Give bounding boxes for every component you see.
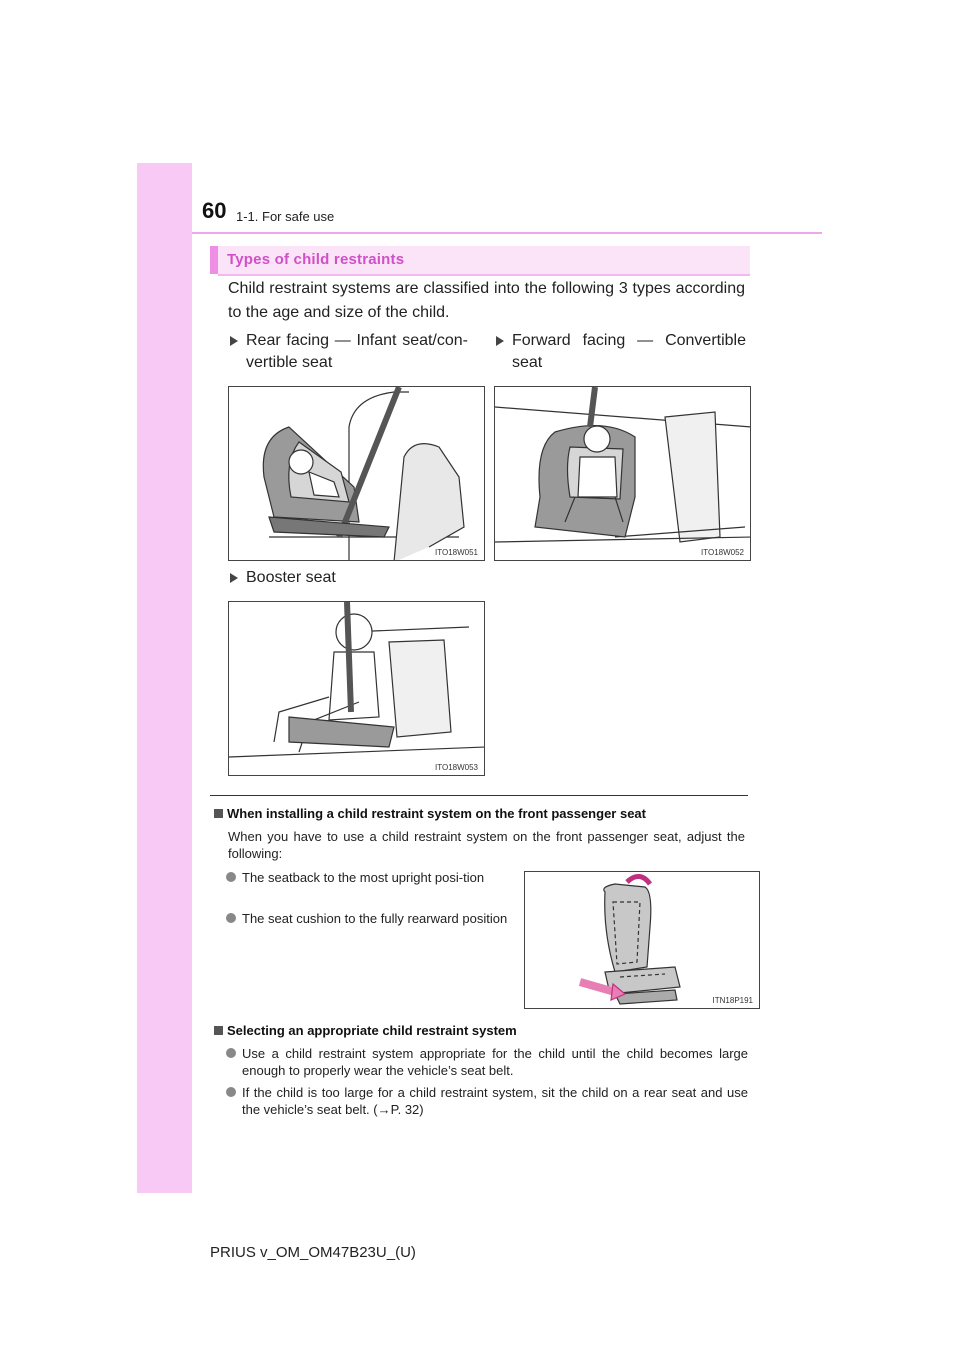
front-passenger-bullet: The seatback to the most upright posi-tion xyxy=(226,869,514,886)
image-code: ITN18P191 xyxy=(712,996,753,1005)
image-code: ITO18W052 xyxy=(701,548,744,557)
type-label: Rear facing — Infant seat/con-vertible seat xyxy=(246,332,468,371)
selecting-bullet: Use a child restraint system appropriate for the child until the child becomes large enough to properly wear the vehicle’s seat belt. xyxy=(226,1045,748,1079)
intro-paragraph: Child restraint systems are classified into the following 3 types according to the age and size of the child. xyxy=(228,280,745,321)
type-rear-facing xyxy=(230,330,468,374)
circle-bullet-icon xyxy=(226,872,236,882)
circle-bullet-icon xyxy=(226,1087,236,1097)
circle-bullet-icon xyxy=(226,1048,236,1058)
page-number: 60 xyxy=(202,198,227,223)
image-code: ITO18W051 xyxy=(435,548,478,557)
footer-code: PRIUS v_OM_OM47B23U_(U) xyxy=(210,1244,416,1261)
booster-seat-illustration xyxy=(228,601,485,776)
front-passenger-bullet: The seat cushion to the fully rearward position xyxy=(226,910,514,927)
section-title: 1-1. For safe use xyxy=(236,209,335,224)
square-bullet-icon xyxy=(214,809,223,818)
subheading-title: Types of child restraints xyxy=(227,251,405,268)
subheading-bar xyxy=(210,246,750,274)
front-passenger-text: When you have to use a child restraint system on the front passenger seat, adjust the following: xyxy=(228,829,745,861)
type-booster xyxy=(230,567,470,589)
rear-facing-seat-illustration xyxy=(228,386,485,561)
selecting-bullet: If the child is too large for a child restraint system, sit the child on a rear seat and use the vehicle’s seat belt. (→P. 32) xyxy=(226,1084,748,1118)
section-divider xyxy=(210,795,748,796)
square-bullet-icon xyxy=(214,1026,223,1035)
type-forward-facing xyxy=(496,330,746,374)
type-label: Booster seat xyxy=(246,569,336,586)
image-code: ITO18W053 xyxy=(435,763,478,772)
selecting-heading: Selecting an appropriate child restraint system xyxy=(214,1023,517,1038)
circle-bullet-icon xyxy=(226,913,236,923)
front-passenger-heading: When installing a child restraint system on the front passenger seat xyxy=(214,806,646,821)
type-label: Forward facing — Convertible seat xyxy=(512,332,746,371)
forward-facing-seat-illustration xyxy=(494,386,751,561)
side-tab xyxy=(137,163,192,1193)
header-rule xyxy=(192,232,822,234)
triangle-bullet-icon xyxy=(230,573,238,583)
triangle-bullet-icon xyxy=(230,336,238,346)
seat-adjustment-illustration xyxy=(524,871,760,1009)
triangle-bullet-icon xyxy=(496,336,504,346)
